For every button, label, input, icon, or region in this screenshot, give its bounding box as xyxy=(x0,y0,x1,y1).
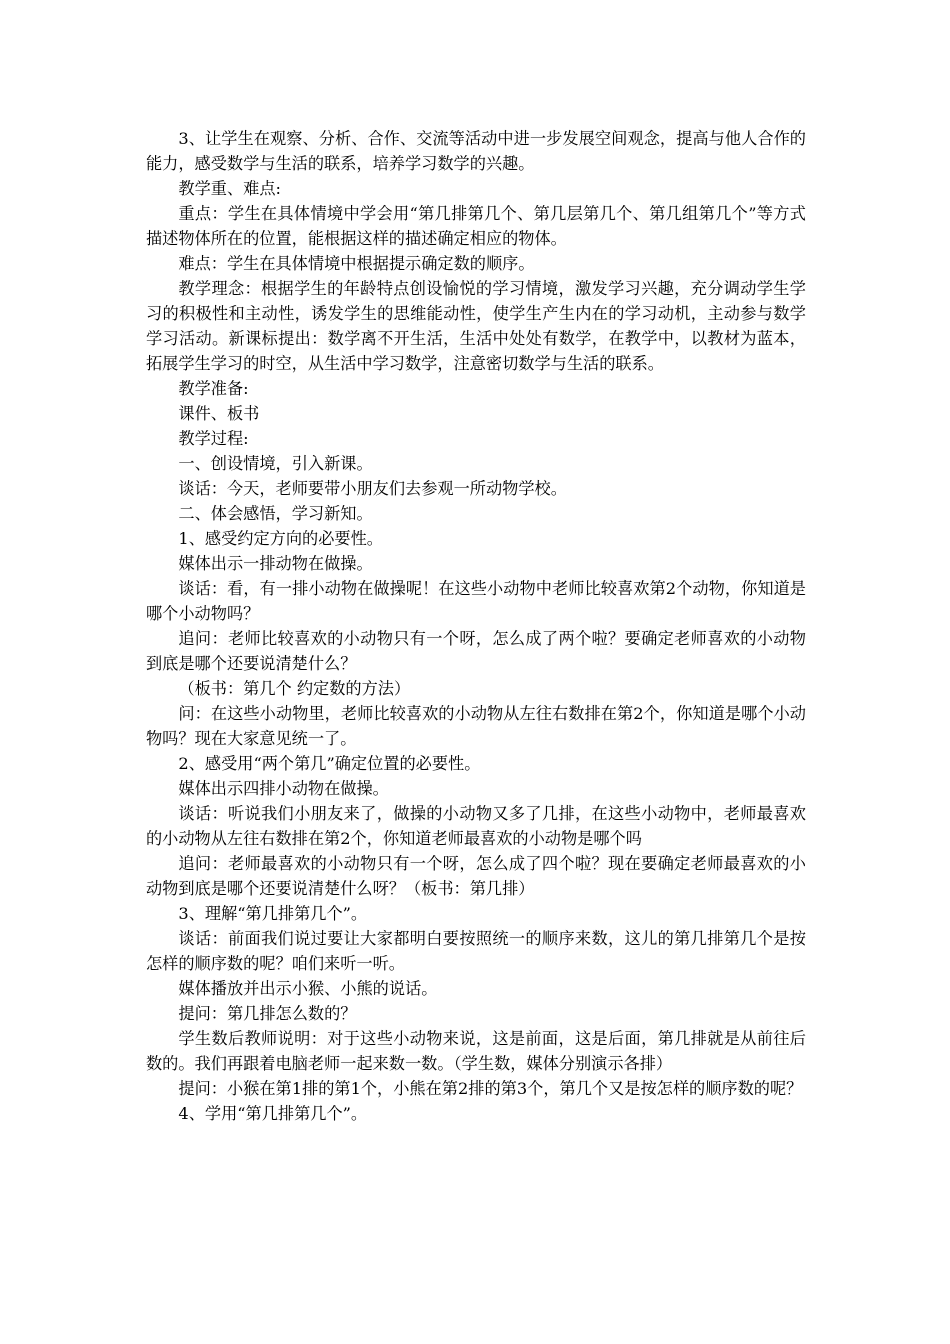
paragraph-key-point: 重点：学生在具体情境中学会用“第几排第几个、第几层第几个、第几组第几个”等方式描述物体所在的位置，能根据这样的描述确定相应的物体。 xyxy=(146,204,806,248)
paragraph-followup-one-row: 追问：老师比较喜欢的小动物只有一个呀，怎么成了两个啦？要确定老师喜欢的小动物到底是哪个还要说清楚什么？ xyxy=(146,629,806,673)
paragraph-step-2: 2、感受用“两个第几”确定位置的必要性。 xyxy=(178,754,481,773)
paragraph-step-4: 4、学用“第几排第几个”。 xyxy=(178,1104,368,1123)
paragraph-question-one-row: 问：在这些小动物里，老师比较喜欢的小动物从左往右数排在第2个，你知道是哪个小动物吗？现在大家意见统一了。 xyxy=(146,704,806,748)
paragraph-teacher-explains: 学生数后教师说明：对于这些小动物来说，这是前面，这是后面，第几排就是从前往后数的。我们再跟着电脑老师一起来数一数。（学生数，媒体分别演示各排） xyxy=(146,1029,806,1073)
paragraph-difficult-point: 难点：学生在具体情境中根据提示确定数的顺序。 xyxy=(178,254,535,273)
paragraph-step-3: 3、理解“第几排第几个”。 xyxy=(178,904,368,923)
paragraph-preparation-heading: 教学准备: xyxy=(178,379,249,398)
paragraph-board-note-1: （板书：第几个 约定数的方法） xyxy=(178,679,411,698)
paragraph-question-positions: 提问：小猴在第1排的第1个，小熊在第2排的第3个，第几个又是按怎样的顺序数的呢？ xyxy=(178,1079,803,1098)
paragraph-preparation-items: 课件、板书 xyxy=(178,404,260,423)
paragraph-section-2: 二、体会感悟，学习新知。 xyxy=(178,504,373,523)
document-page xyxy=(146,126,806,1126)
paragraph-step-1: 1、感受约定方向的必要性。 xyxy=(178,529,383,548)
paragraph-media-one-row: 媒体出示一排动物在做操。 xyxy=(178,554,373,573)
paragraph-section-1: 一、创设情境，引入新课。 xyxy=(178,454,373,473)
paragraph-key-difficult-heading: 教学重、难点: xyxy=(178,179,281,198)
paragraph-talk-four-rows: 谈话：听说我们小朋友来了，做操的小动物又多了几排，在这些小动物中，老师最喜欢的小动物从左往右数排在第2个，你知道老师最喜欢的小动物是哪个吗 xyxy=(146,804,806,848)
paragraph-talk-one-row: 谈话：看，有一排小动物在做操呢！在这些小动物中老师比较喜欢第2个动物，你知道是哪个小动物吗？ xyxy=(146,579,806,623)
paragraph-process-heading: 教学过程: xyxy=(178,429,249,448)
paragraph-question-rows: 提问：第几排怎么数的？ xyxy=(178,1004,357,1023)
paragraph-goal-3: 3、让学生在观察、分析、合作、交流等活动中进一步发展空间观念，提高与他人合作的能力，感受数学与生活的联系，培养学习数学的兴趣。 xyxy=(146,129,806,173)
paragraph-media-monkey-bear: 媒体播放并出示小猴、小熊的说话。 xyxy=(178,979,438,998)
paragraph-talk-order: 谈话：前面我们说过要让大家都明白要按照统一的顺序来数，这儿的第几排第几个是按怎样的顺序数的呢？咱们来听一听。 xyxy=(146,929,806,973)
paragraph-followup-four-rows: 追问：老师最喜欢的小动物只有一个呀，怎么成了四个啦？现在要确定老师最喜欢的小动物到底是哪个还要说清楚什么呀？（板书：第几排） xyxy=(146,854,806,898)
paragraph-talk-intro: 谈话：今天，老师要带小朋友们去参观一所动物学校。 xyxy=(178,479,567,498)
paragraph-media-four-rows: 媒体出示四排小动物在做操。 xyxy=(178,779,389,798)
paragraph-teaching-concept: 教学理念：根据学生的年龄特点创设愉悦的学习情境，激发学习兴趣，充分调动学生学习的积极性和主动性，诱发学生的思维能动性，使学生产生内在的学习动机，主动参与数学学习活动。新课标提出：数学离不开生活，生活中处处有数学，在教学中，以教材为蓝本，拓展学生学习的时空，从生活中学习数学，注意密切数学与生活的联系。 xyxy=(146,279,806,373)
